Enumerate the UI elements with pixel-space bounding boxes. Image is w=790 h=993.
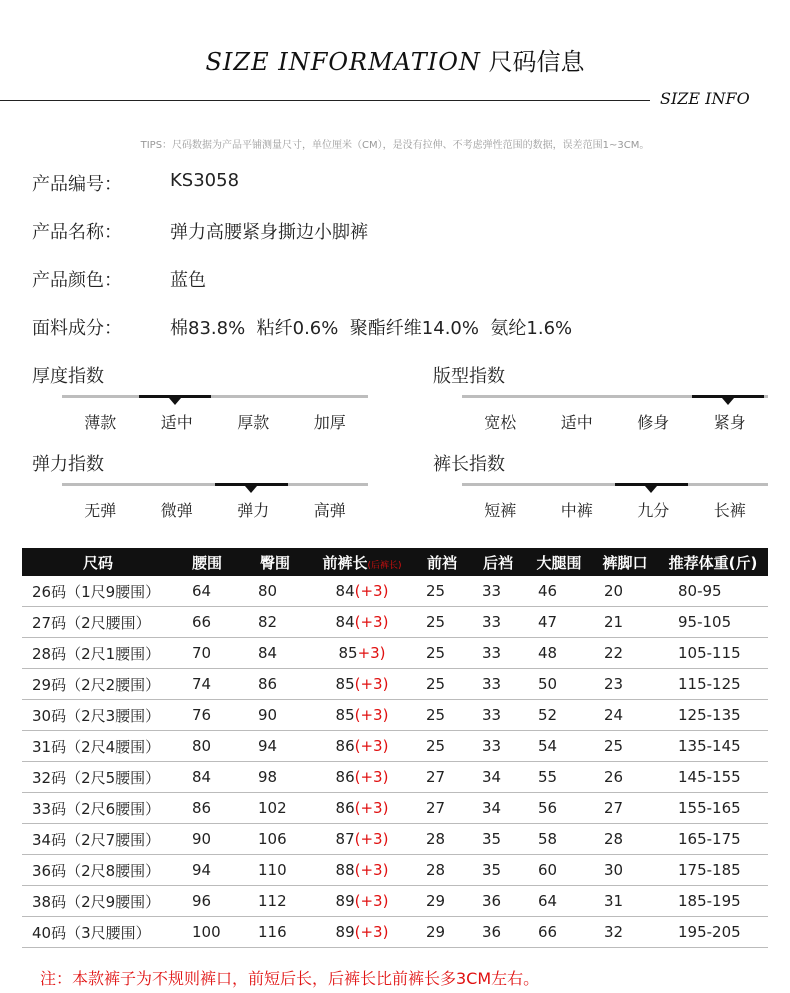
cell-weight: 165-175 <box>658 824 768 855</box>
elasticity-option: 弹力 <box>237 501 270 520</box>
cell-weight: 145-155 <box>658 762 768 793</box>
length-option: 九分 <box>637 501 670 520</box>
elasticity-option: 高弹 <box>313 501 346 520</box>
cell-front-length <box>310 576 414 607</box>
col-hem: 裤脚口 <box>592 548 658 576</box>
table-row <box>22 886 768 917</box>
elasticity-option: 微弹 <box>160 501 193 520</box>
cell-hem: 24 <box>592 700 658 731</box>
table-row <box>22 855 768 886</box>
col-hip: 臀围 <box>240 548 310 576</box>
cell-hem: 21 <box>592 607 658 638</box>
fit-option: 宽松 <box>484 413 517 432</box>
subtitle: SIZE INFO <box>660 89 750 108</box>
cell-size: 26码（1尺9腰围） <box>22 576 174 607</box>
cell-back-rise: 34 <box>470 762 526 793</box>
cell-waist: 94 <box>174 855 240 886</box>
cell-front-rise: 27 <box>414 793 470 824</box>
product-code-label: 产品编号： <box>32 174 122 195</box>
cell-hip: 110 <box>240 855 310 886</box>
col-back-rise: 后裆 <box>470 548 526 576</box>
cell-length-diff: (+3) <box>354 923 389 941</box>
fit-index-title: 版型指数 <box>433 366 505 387</box>
cell-hip: 90 <box>240 700 310 731</box>
cell-length-diff: (+3) <box>354 613 389 631</box>
title-en: SIZE INFORMATION <box>205 48 481 76</box>
cell-size: 29码（2尺2腰围） <box>22 669 174 700</box>
cell-hip: 98 <box>240 762 310 793</box>
cell-front-length-value: 89 <box>335 892 355 910</box>
cell-back-rise: 35 <box>470 824 526 855</box>
cell-size: 28码（2尺1腰围） <box>22 638 174 669</box>
cell-front-length-value: 88 <box>335 861 355 879</box>
cell-weight: 115-125 <box>658 669 768 700</box>
cell-front-length-value: 84 <box>335 582 355 600</box>
cell-front-length-value: 86 <box>335 737 355 755</box>
cell-back-rise: 33 <box>470 731 526 762</box>
cell-hip: 84 <box>240 638 310 669</box>
cell-front-rise: 27 <box>414 762 470 793</box>
cell-weight: 125-135 <box>658 700 768 731</box>
cell-hem: 28 <box>592 824 658 855</box>
col-front-length <box>310 548 414 576</box>
cell-front-rise: 25 <box>414 731 470 762</box>
cell-front-rise: 25 <box>414 576 470 607</box>
cell-length-diff: (+3) <box>354 582 389 600</box>
cell-hem: 27 <box>592 793 658 824</box>
cell-hip: 112 <box>240 886 310 917</box>
cell-back-rise: 36 <box>470 886 526 917</box>
tips-text: TIPS：尺码数据为产品平铺测量尺寸，单位厘米（CM），是没有拉伸、不考虑弹性范围的数据，误差范围1~3CM。 <box>140 140 650 151</box>
cell-back-rise: 34 <box>470 793 526 824</box>
fit-option: 适中 <box>560 413 593 432</box>
cell-weight: 175-185 <box>658 855 768 886</box>
cell-weight: 195-205 <box>658 917 768 948</box>
cell-front-length <box>310 700 414 731</box>
cell-front-length <box>310 917 414 948</box>
col-size: 尺码 <box>22 548 174 576</box>
cell-hip: 116 <box>240 917 310 948</box>
cell-size: 31码（2尺4腰围） <box>22 731 174 762</box>
cell-front-rise: 25 <box>414 638 470 669</box>
cell-front-length <box>310 669 414 700</box>
length-index-title: 裤长指数 <box>433 454 505 475</box>
table-row <box>22 700 768 731</box>
cell-waist: 90 <box>174 824 240 855</box>
cell-size: 34码（2尺7腰围） <box>22 824 174 855</box>
size-note: 注：本款裤子为不规则裤口，前短后长，后裤长比前裤长多3CM左右。 <box>40 969 540 988</box>
table-row <box>22 638 768 669</box>
cell-front-length-value: 85 <box>338 644 358 662</box>
caret-down-icon <box>245 486 257 493</box>
cell-thigh: 60 <box>526 855 592 886</box>
cell-back-rise: 33 <box>470 607 526 638</box>
cell-front-length-value: 84 <box>335 613 355 631</box>
table-row <box>22 576 768 607</box>
cell-thigh: 66 <box>526 917 592 948</box>
col-back-length-note: (后裤长) <box>367 560 402 571</box>
cell-length-diff: (+3) <box>354 768 389 786</box>
fit-option: 修身 <box>637 413 670 432</box>
cell-length-diff: (+3) <box>354 706 389 724</box>
cell-weight: 185-195 <box>658 886 768 917</box>
cell-size: 33码（2尺6腰围） <box>22 793 174 824</box>
cell-front-length-value: 87 <box>335 830 355 848</box>
cell-hem: 26 <box>592 762 658 793</box>
cell-back-rise: 33 <box>470 638 526 669</box>
fabric-label: 面料成分： <box>32 318 122 339</box>
table-row <box>22 731 768 762</box>
elasticity-option: 无弹 <box>84 501 117 520</box>
cell-thigh: 54 <box>526 731 592 762</box>
cell-front-length-value: 85 <box>335 706 355 724</box>
cell-front-length-value: 86 <box>335 799 355 817</box>
cell-weight: 95-105 <box>658 607 768 638</box>
cell-thigh: 50 <box>526 669 592 700</box>
size-table <box>22 548 768 948</box>
elasticity-index-title: 弹力指数 <box>32 454 104 475</box>
product-name-label: 产品名称： <box>32 222 122 243</box>
table-row <box>22 917 768 948</box>
table-row <box>22 669 768 700</box>
cell-length-diff: (+3) <box>354 830 389 848</box>
cell-back-rise: 33 <box>470 669 526 700</box>
cell-thigh: 64 <box>526 886 592 917</box>
cell-front-rise: 25 <box>414 669 470 700</box>
cell-front-rise: 25 <box>414 607 470 638</box>
cell-thigh: 52 <box>526 700 592 731</box>
cell-front-length <box>310 607 414 638</box>
cell-waist: 74 <box>174 669 240 700</box>
cell-front-length-value: 86 <box>335 768 355 786</box>
cell-length-diff: (+3) <box>354 737 389 755</box>
cell-front-length <box>310 762 414 793</box>
cell-thigh: 47 <box>526 607 592 638</box>
cell-size: 40码（3尺腰围） <box>22 917 174 948</box>
length-option: 长裤 <box>713 501 746 520</box>
cell-front-rise: 29 <box>414 886 470 917</box>
length-option: 短裤 <box>484 501 517 520</box>
cell-front-length <box>310 793 414 824</box>
cell-size: 38码（2尺9腰围） <box>22 886 174 917</box>
fit-option: 紧身 <box>713 413 746 432</box>
caret-down-icon <box>645 486 657 493</box>
cell-hip: 80 <box>240 576 310 607</box>
cell-back-rise: 36 <box>470 917 526 948</box>
cell-thigh: 58 <box>526 824 592 855</box>
cell-front-length <box>310 731 414 762</box>
cell-hem: 20 <box>592 576 658 607</box>
cell-front-length <box>310 638 414 669</box>
length-option: 中裤 <box>560 501 593 520</box>
cell-front-length <box>310 824 414 855</box>
table-header-row <box>22 548 768 576</box>
cell-weight: 135-145 <box>658 731 768 762</box>
cell-waist: 96 <box>174 886 240 917</box>
cell-front-length-value: 85 <box>335 675 355 693</box>
table-row <box>22 607 768 638</box>
thickness-index-title: 厚度指数 <box>32 366 104 387</box>
cell-size: 36码（2尺8腰围） <box>22 855 174 886</box>
cell-size: 27码（2尺腰围） <box>22 607 174 638</box>
cell-front-rise: 25 <box>414 700 470 731</box>
cell-hem: 31 <box>592 886 658 917</box>
cell-weight: 80-95 <box>658 576 768 607</box>
cell-front-length-value: 89 <box>335 923 355 941</box>
cell-length-diff: (+3) <box>354 799 389 817</box>
cell-hip: 94 <box>240 731 310 762</box>
cell-length-diff: (+3) <box>354 892 389 910</box>
thickness-option: 厚款 <box>237 413 270 432</box>
product-name-value: 弹力高腰紧身撕边小脚裤 <box>170 222 368 243</box>
cell-hem: 25 <box>592 731 658 762</box>
col-weight: 推荐体重(斤) <box>658 548 768 576</box>
cell-hem: 32 <box>592 917 658 948</box>
caret-down-icon <box>722 398 734 405</box>
cell-size: 32码（2尺5腰围） <box>22 762 174 793</box>
thickness-option: 加厚 <box>313 413 346 432</box>
cell-front-rise: 29 <box>414 917 470 948</box>
cell-length-diff: (+3) <box>354 675 389 693</box>
thickness-option: 薄款 <box>84 413 117 432</box>
cell-thigh: 56 <box>526 793 592 824</box>
cell-front-length <box>310 886 414 917</box>
page-title <box>0 42 790 77</box>
thickness-option: 适中 <box>160 413 193 432</box>
cell-thigh: 55 <box>526 762 592 793</box>
caret-down-icon <box>169 398 181 405</box>
cell-front-rise: 28 <box>414 855 470 886</box>
table-row <box>22 762 768 793</box>
cell-back-rise: 33 <box>470 576 526 607</box>
cell-hem: 30 <box>592 855 658 886</box>
cell-hem: 23 <box>592 669 658 700</box>
cell-waist: 86 <box>174 793 240 824</box>
header-divider <box>0 100 650 101</box>
cell-hip: 82 <box>240 607 310 638</box>
thickness-index-track <box>62 395 368 398</box>
cell-front-rise: 28 <box>414 824 470 855</box>
cell-waist: 100 <box>174 917 240 948</box>
cell-hip: 106 <box>240 824 310 855</box>
title-cn: 尺码信息 <box>488 48 585 76</box>
cell-hem: 22 <box>592 638 658 669</box>
col-front-rise: 前裆 <box>414 548 470 576</box>
cell-weight: 155-165 <box>658 793 768 824</box>
fabric-value: 棉83.8% 粘纤0.6% 聚酯纤维14.0% 氨纶1.6% <box>170 318 573 339</box>
cell-hip: 86 <box>240 669 310 700</box>
cell-waist: 70 <box>174 638 240 669</box>
cell-waist: 84 <box>174 762 240 793</box>
cell-hip: 102 <box>240 793 310 824</box>
cell-waist: 64 <box>174 576 240 607</box>
cell-size: 30码（2尺3腰围） <box>22 700 174 731</box>
product-code-value: KS3058 <box>170 170 240 191</box>
col-waist: 腰围 <box>174 548 240 576</box>
cell-front-length <box>310 855 414 886</box>
table-row <box>22 824 768 855</box>
cell-back-rise: 35 <box>470 855 526 886</box>
col-thigh: 大腿围 <box>526 548 592 576</box>
cell-waist: 76 <box>174 700 240 731</box>
size-table-body <box>22 576 768 948</box>
cell-weight: 105-115 <box>658 638 768 669</box>
cell-thigh: 46 <box>526 576 592 607</box>
table-row <box>22 793 768 824</box>
col-front-length-label: 前裤长 <box>322 553 368 572</box>
cell-waist: 80 <box>174 731 240 762</box>
product-color-value: 蓝色 <box>170 270 206 291</box>
cell-length-diff: +3) <box>357 644 386 662</box>
cell-thigh: 48 <box>526 638 592 669</box>
cell-back-rise: 33 <box>470 700 526 731</box>
product-color-label: 产品颜色： <box>32 270 122 291</box>
cell-waist: 66 <box>174 607 240 638</box>
cell-length-diff: (+3) <box>354 861 389 879</box>
